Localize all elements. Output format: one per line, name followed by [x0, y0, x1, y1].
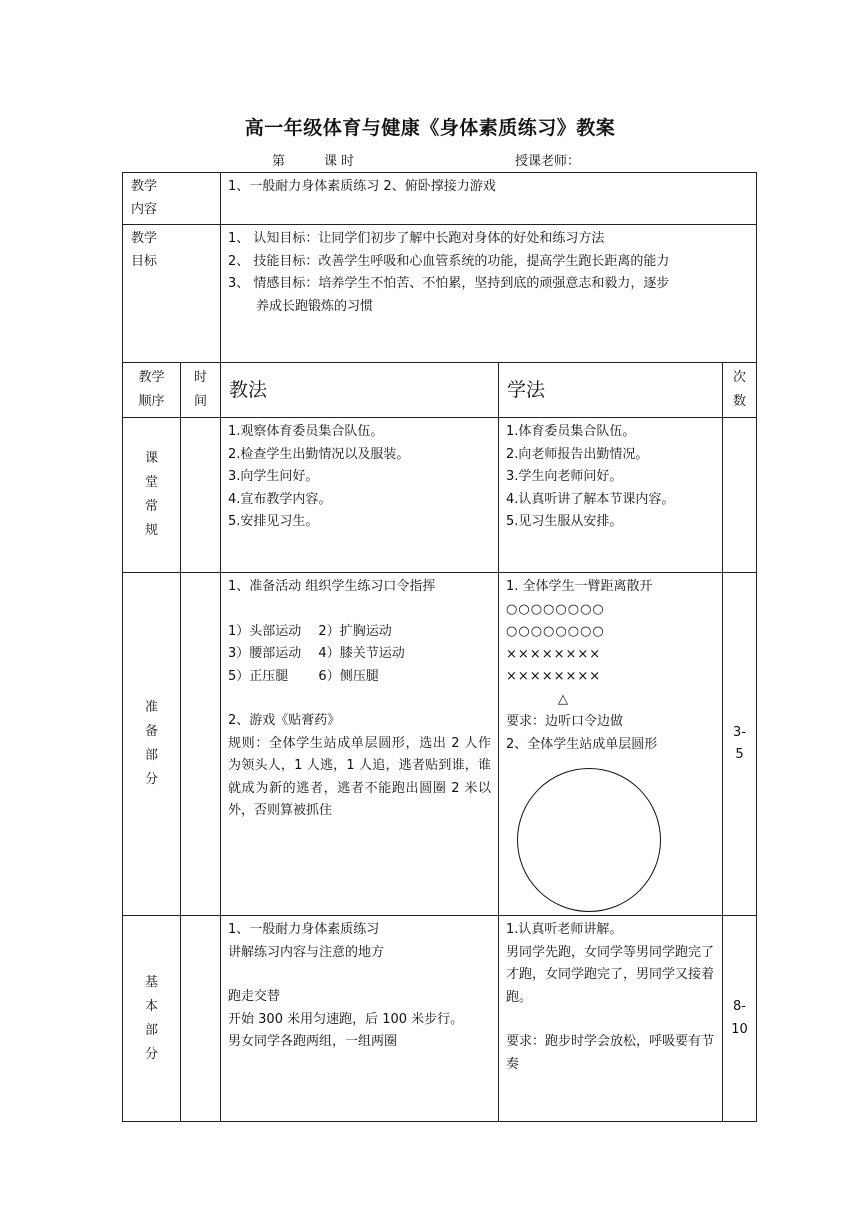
section-main [123, 916, 757, 1122]
goal-item: 1、 认知目标：让同学们初步了解中长跑对身体的好处和练习方法 [228, 231, 605, 246]
section-routine-label: 课 堂 常 规 [123, 418, 181, 573]
section-main-method: 1、一般耐力身体素质练习 讲解练习内容与注意的地方 跑走交替 开始 300 米用匀速跑，后 100 米步行。 男女同学各跑两组，一组两圈 [221, 916, 499, 1122]
header-order: 教学 顺序 [123, 363, 181, 418]
list-item: 5.安排见习生。 [228, 514, 319, 529]
content-label: 教学 内容 [123, 173, 221, 225]
header-method: 教法 [221, 363, 499, 418]
list-item: 5.见习生服从安排。 [506, 514, 623, 529]
teacher-triangle-icon: △ [558, 691, 569, 707]
list-item: 2.向老师报告出勤情况。 [506, 446, 649, 462]
goal-item: 3、 情感目标：培养学生不怕苦、不怕累，坚持到底的顽强意志和毅力，逐步 [228, 276, 670, 291]
list-item: 2.检查学生出勤情况以及服装。 [228, 446, 410, 462]
section-prep-count: 3- 5 [723, 573, 757, 916]
list-item: 4.认真听讲了解本节课内容。 [506, 491, 675, 507]
game-rules: 规则：全体学生站成单层圆形，选出 2 人作为领头人，1 人逃，1 人追，逃者贴到谁，谁就成为新的逃者，逃者不能跑出圆圈 2 米以外，否则算被抓住 [228, 735, 492, 818]
goals-list [221, 225, 757, 363]
section-routine-learn [499, 418, 723, 573]
formation-crosses-row: ×××××××× [506, 669, 602, 684]
section-prep-learn: 1. 全体学生一臂距离散开 ○○○○○○○○ ○○○○○○○○ ×××××××× ×××××××× △ 要求：边听口令边做 2、全体学生站成单层圆形 [499, 573, 723, 916]
section-main-count: 8- 10 [723, 916, 757, 1122]
goals-label: 教学 目标 [123, 225, 221, 363]
header-count: 次 数 [723, 363, 757, 418]
section-routine [123, 418, 757, 573]
list-item: 1.观察体育委员集合队伍。 [228, 424, 384, 439]
goal-item: 养成长跑锻炼的习惯 [256, 298, 374, 314]
section-main-label: 基 本 部 分 [123, 916, 181, 1122]
table-header-row [123, 363, 757, 418]
section-routine-method [221, 418, 499, 573]
formation-circles-row: ○○○○○○○○ [506, 601, 605, 617]
goal-item: 2、 技能目标：改善学生呼吸和心血管系统的功能，提高学生跑长距离的能力 [228, 253, 670, 269]
section-routine-time [181, 418, 221, 573]
header-time: 时 间 [181, 363, 221, 418]
section-prep-label: 准 备 部 分 [123, 573, 181, 916]
circle-formation-diagram [517, 768, 661, 912]
content-text: 1、一般耐力身体素质练习 2、俯卧撑接力游戏 [221, 173, 757, 225]
list-item: 3.学生向老师问好。 [506, 469, 623, 484]
section-main-learn: 1.认真听老师讲解。 男同学先跑，女同学等男同学跑完了才跑，女同学跑完了，男同学又接着跑。 要求：跑步时学会放松，呼吸要有节奏 [499, 916, 723, 1122]
section-main-time [181, 916, 221, 1122]
section-routine-count [723, 418, 757, 573]
lesson-plan-table [122, 172, 757, 1122]
list-item: 3.向学生问好。 [228, 469, 319, 484]
section-prep [123, 573, 757, 916]
formation-circles-row: ○○○○○○○○ [506, 624, 605, 639]
teacher-label: 授课老师： [515, 154, 581, 169]
list-item: 4.宣布教学内容。 [228, 491, 332, 507]
header-learn: 学法 [499, 363, 723, 418]
list-item: 1.体育委员集合队伍。 [506, 424, 636, 439]
formation-crosses-row: ×××××××× [506, 646, 602, 662]
section-prep-method: 1、准备活动 组织学生练习口令指挥 1）头部运动 2）扩胸运动 3）腰部运动 4）膝关节运动 5）正压腿 6）侧压腿 2、游戏《贴膏药》 规则：全体学生站成单层圆形，选出 2 人作为领头人，1 人逃，1 人追，逃者贴到谁，谁就成为新的逃者，逃者不能跑出圆圈 2 米以外，否则算被抓住 [221, 573, 499, 916]
lesson-number-label: 第 课 时 [272, 154, 355, 169]
goals-row [123, 225, 757, 363]
page-title: 高一年级体育与健康《身体素质练习》教案 [244, 117, 616, 139]
content-row [123, 173, 757, 225]
section-prep-time [181, 573, 221, 916]
